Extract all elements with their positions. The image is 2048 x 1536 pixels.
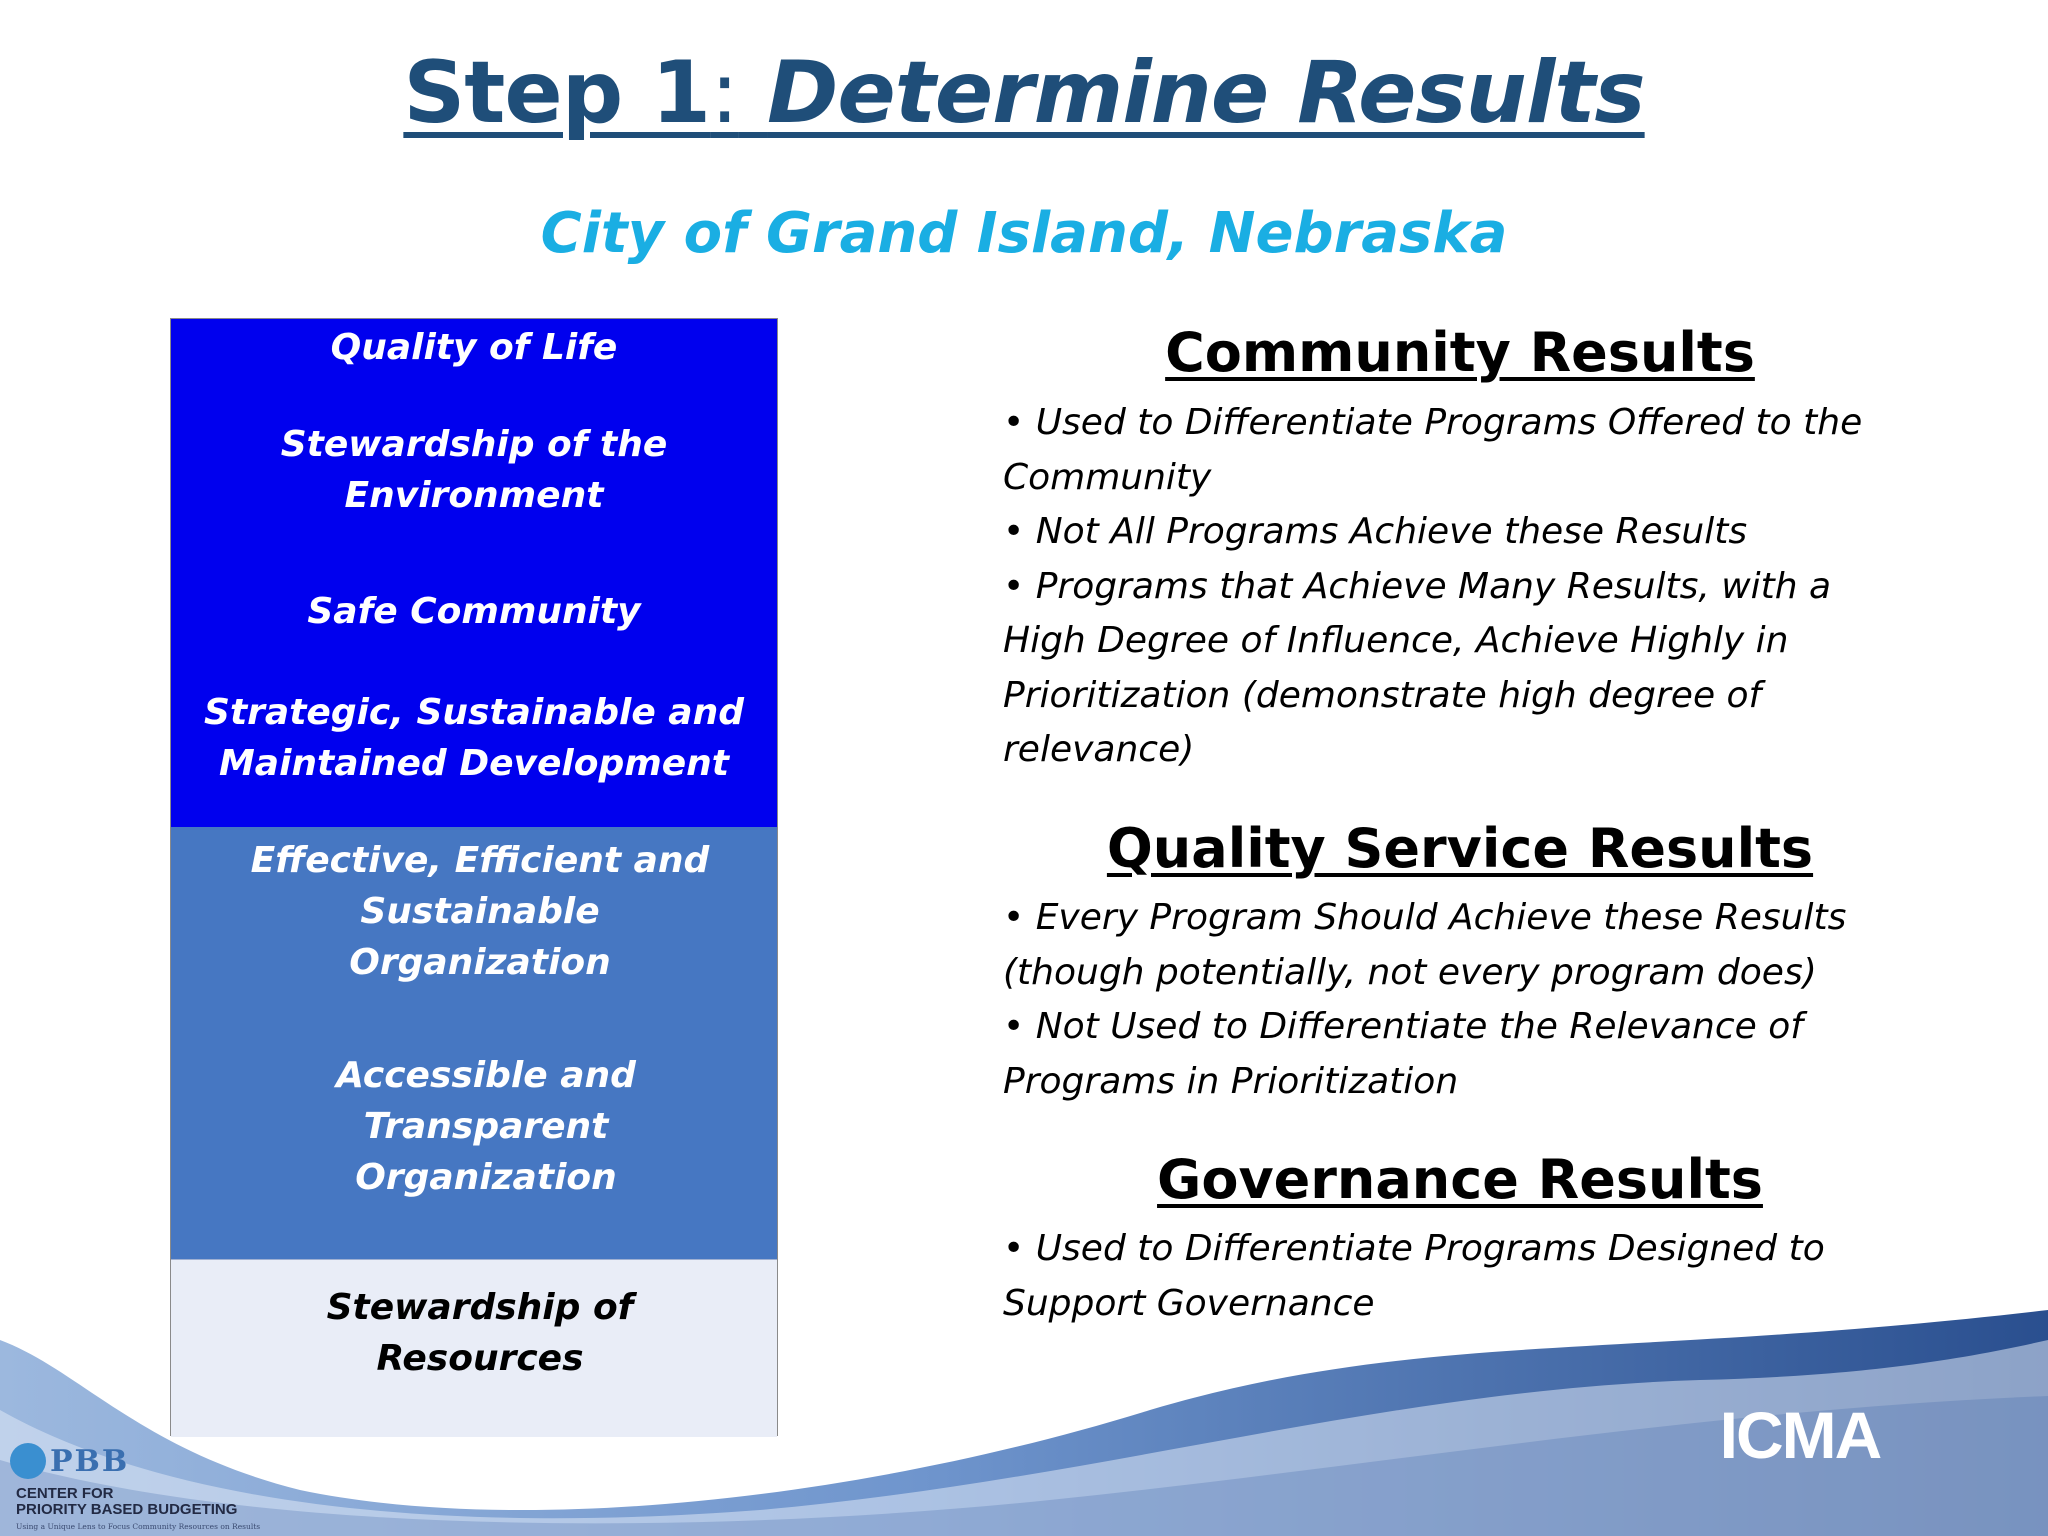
bullet-item: • Not All Programs Achieve these Results — [1003, 505, 1923, 560]
title-rest: Determine Results — [767, 43, 1645, 143]
icma-logo: ICMA — [1719, 1398, 1881, 1472]
bullet-item: • Used to Differentiate Programs Offered to the Community — [1003, 396, 1923, 505]
quality-service-results-bullets — [1003, 891, 1923, 1109]
bullet-item: • Used to Differentiate Programs Designed to Support Governance — [1003, 1222, 1923, 1331]
community-results-heading: Community Results — [1165, 321, 1755, 384]
pbb-letters: PBB — [50, 1443, 130, 1479]
slide-subtitle: City of Grand Island, Nebraska — [540, 201, 1508, 266]
title-step: Step 1 — [403, 43, 711, 143]
pbb-circle-icon — [10, 1443, 46, 1479]
community-results-bullets — [1003, 396, 1923, 778]
quality-service-results-block — [171, 827, 777, 1259]
pbb-tagline: Using a Unique Lens to Focus Community Resources on Results — [16, 1522, 261, 1531]
result-effective-organization: Effective, Efficient and Sustainable Organization — [250, 840, 710, 983]
result-stewardship-resources: Stewardship of Resources — [326, 1287, 634, 1379]
results-column — [170, 318, 778, 1436]
result-stewardship-environment: Stewardship of the Environment — [280, 424, 668, 516]
bullet-item: • Programs that Achieve Many Results, with a High Degree of Influence, Achieve Highly in Prioritization (demonstrate high degree of relevance) — [1003, 560, 1923, 778]
pbb-line-2: PRIORITY BASED BUDGETING — [16, 1501, 238, 1518]
result-strategic-development: Strategic, Sustainable and Maintained Development — [204, 692, 744, 784]
community-results-block — [171, 319, 777, 827]
pbb-logo — [10, 1442, 261, 1536]
pbb-line-1: CENTER FOR — [16, 1485, 114, 1502]
pbb-mark — [10, 1442, 129, 1480]
bullet-item: • Every Program Should Achieve these Results (though potentially, not every program does) — [1003, 891, 1923, 1000]
governance-results-heading: Governance Results — [1157, 1148, 1763, 1211]
result-safe-community: Safe Community — [307, 591, 641, 632]
bullet-item: • Not Used to Differentiate the Relevance of Programs in Prioritization — [1003, 1000, 1923, 1109]
title-colon: : — [710, 43, 739, 143]
slide-title — [0, 38, 2048, 148]
result-accessible-organization: Accessible and Transparent Organization — [336, 1055, 636, 1198]
result-quality-of-life: Quality of Life — [330, 327, 618, 368]
quality-service-results-heading: Quality Service Results — [1106, 817, 1814, 880]
